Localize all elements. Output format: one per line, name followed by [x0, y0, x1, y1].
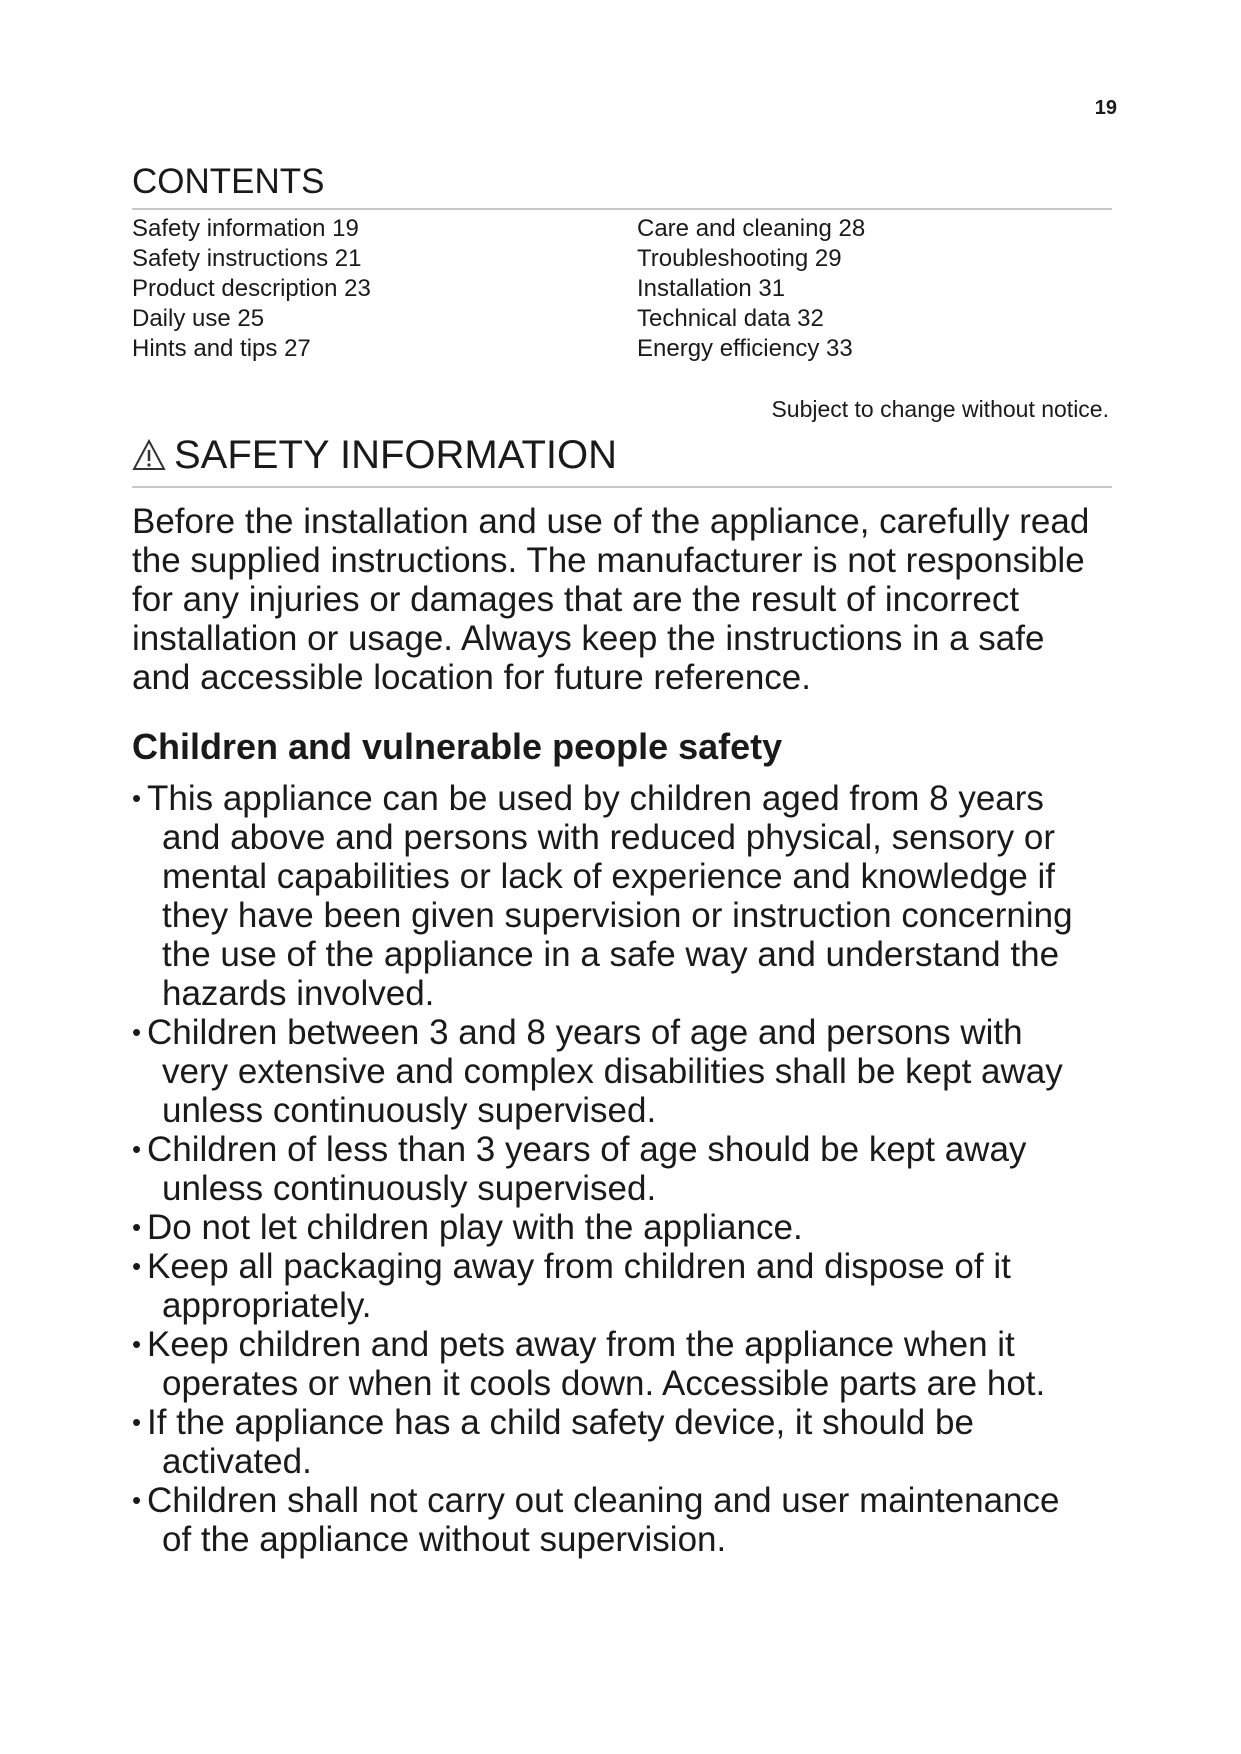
bullet-dot: • — [132, 1212, 142, 1242]
safety-title — [132, 430, 1112, 480]
toc-item[interactable]: Hints and tips 27 — [132, 335, 311, 362]
contents-title: CONTENTS — [132, 162, 325, 201]
intro-paragraph: Before the installation and use of the appliance, carefully read the supplied instructions. The manufacturer is not responsible for any injuries or damages that are the result of incorrect installation or usage. Always keep the instructions in a safe and accessible location for future reference. — [132, 502, 1090, 697]
list-item: • Children between 3 and 8 years of age and persons with very extensive and complex disabilities shall be kept away unless continuously supervised. — [132, 1013, 1063, 1130]
safety-title-text: SAFETY INFORMATION — [174, 433, 617, 477]
toc-right-column — [637, 214, 1112, 364]
bullet-dot: • — [132, 1485, 142, 1515]
toc-item[interactable]: Energy efficiency 33 — [637, 335, 853, 362]
toc-item[interactable]: Troubleshooting 29 — [637, 245, 842, 272]
list-item: • This appliance can be used by children aged from 8 years and above and persons with reduced physical, sensory or mental capabilities or lack of experience and knowledge if they have been given supervision or instruction concerning the use of the appliance in a safe way and understand the hazards involved. — [132, 779, 1073, 1013]
children-safety-heading: Children and vulnerable people safety — [132, 726, 783, 767]
safety-bullet-list — [132, 779, 1112, 1559]
bullet-dot: • — [132, 1017, 142, 1047]
toc-item[interactable]: Product description 23 — [132, 275, 371, 302]
toc-item[interactable]: Safety instructions 21 — [132, 245, 362, 272]
list-item: • Keep all packaging away from children and dispose of it appropriately. — [132, 1247, 1011, 1325]
change-notice: Subject to change without notice. — [771, 396, 1109, 422]
bullet-dot: • — [132, 1251, 142, 1281]
toc-item[interactable]: Daily use 25 — [132, 305, 265, 332]
divider — [132, 486, 1112, 488]
toc-item[interactable]: Technical data 32 — [637, 305, 824, 332]
bullet-dot: • — [132, 1329, 142, 1359]
list-item: • If the appliance has a child safety device, it should be activated. — [132, 1403, 974, 1481]
warning-triangle-icon — [132, 439, 166, 471]
toc-left-column — [132, 214, 637, 364]
list-item: • Keep children and pets away from the appliance when it operates or when it cools down. Accessible parts are hot. — [132, 1325, 1046, 1403]
bullet-dot: • — [132, 783, 142, 813]
toc-item[interactable]: Care and cleaning 28 — [637, 215, 866, 242]
list-item: • Do not let children play with the appliance. — [132, 1208, 803, 1247]
list-item: • Children shall not carry out cleaning and user maintenance of the appliance without supervision. — [132, 1481, 1060, 1559]
contents-section — [132, 162, 1112, 364]
bullet-dot: • — [132, 1407, 142, 1437]
toc-item[interactable]: Safety information 19 — [132, 215, 359, 242]
toc-item[interactable]: Installation 31 — [637, 275, 786, 302]
list-item: • Children of less than 3 years of age should be kept away unless continuously supervised. — [132, 1130, 1027, 1208]
bullet-dot: • — [132, 1134, 142, 1164]
safety-section — [132, 430, 1112, 1559]
divider — [132, 208, 1112, 210]
page-number: 19 — [1094, 97, 1117, 119]
table-of-contents — [132, 214, 1112, 364]
